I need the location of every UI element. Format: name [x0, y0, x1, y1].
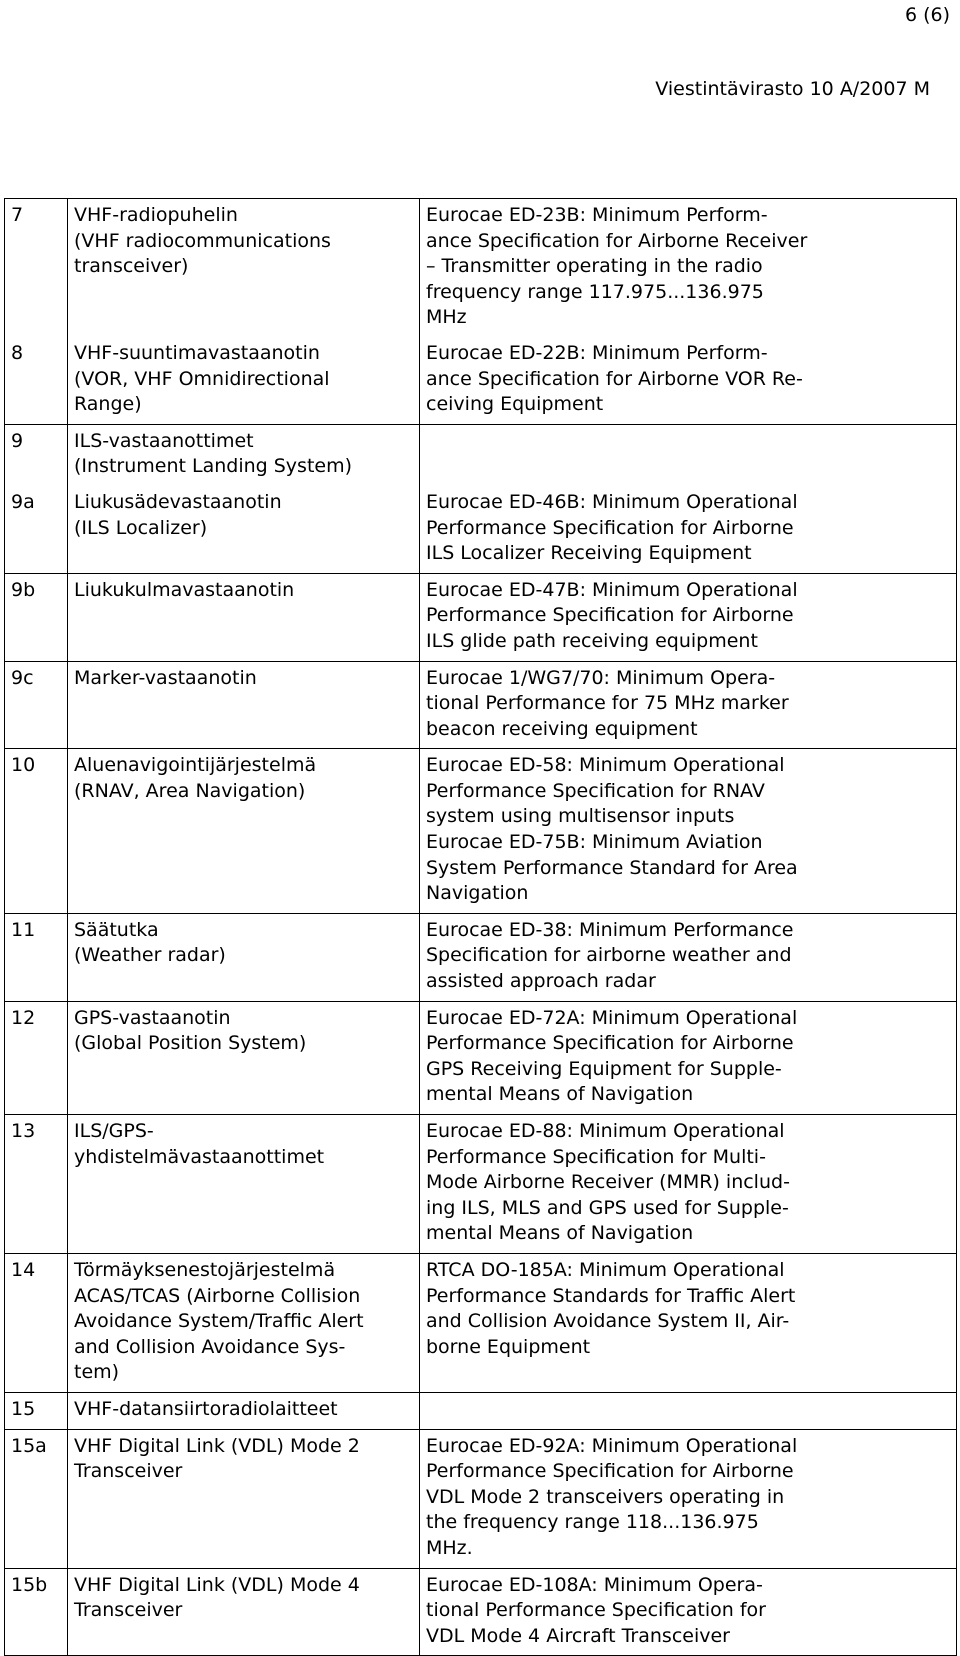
- cell-number: [5, 661, 68, 749]
- document-header: Viestintävirasto 10 A/2007 M: [655, 78, 930, 100]
- cell-specification-line: Eurocae 1/WG7/70: Minimum Opera-: [426, 666, 776, 689]
- cell-number: [5, 1429, 68, 1568]
- table-row: [5, 1115, 957, 1254]
- cell-equipment-line: Marker-vastaanotin: [74, 666, 257, 689]
- cell-specification-line: Performance Standards for Traffic Alert: [426, 1284, 796, 1307]
- cell-number: [5, 573, 68, 661]
- cell-number-line: 9: [11, 429, 24, 452]
- cell-number: [5, 424, 68, 486]
- table-row: [5, 1568, 957, 1656]
- cell-equipment-line: Avoidance System/Traffic Alert: [74, 1310, 364, 1333]
- cell-number: [5, 1001, 68, 1114]
- cell-specification: [420, 1392, 957, 1429]
- cell-number-line: 12: [11, 1006, 36, 1029]
- cell-specification: [420, 337, 957, 424]
- cell-specification: [420, 749, 957, 914]
- cell-equipment: [68, 1568, 420, 1656]
- cell-specification-line: tional Performance Specification for: [426, 1599, 766, 1622]
- cell-specification: [420, 199, 957, 337]
- cell-number-line: 7: [11, 204, 24, 226]
- cell-equipment-line: yhdistelmävastaanottimet: [74, 1145, 325, 1168]
- cell-equipment: [68, 337, 420, 424]
- cell-specification-line: Eurocae ED-92A: Minimum Operational: [426, 1434, 798, 1457]
- cell-specification-line: ILS Localizer Receiving Equipment: [426, 542, 752, 565]
- cell-specification: [420, 1001, 957, 1114]
- cell-specification-line: MHz: [426, 306, 467, 329]
- cell-equipment-line: (RNAV, Area Navigation): [74, 779, 306, 802]
- cell-number: [5, 913, 68, 1001]
- cell-equipment-line: Säätutka: [74, 918, 159, 941]
- cell-specification-line: borne Equipment: [426, 1335, 591, 1358]
- cell-equipment-line: (Instrument Landing System): [74, 455, 353, 478]
- cell-equipment-line: ILS/GPS-: [74, 1120, 154, 1142]
- cell-equipment-line: VHF-radiopuhelin: [74, 204, 238, 226]
- cell-specification: [420, 486, 957, 573]
- cell-equipment: [68, 573, 420, 661]
- table-row: [5, 199, 957, 337]
- table-row: [5, 913, 957, 1001]
- cell-number: [5, 749, 68, 914]
- cell-specification: [420, 661, 957, 749]
- cell-specification-line: Performance Specification for Airborne: [426, 604, 794, 627]
- cell-specification: [420, 1115, 957, 1254]
- cell-equipment-line: Transceiver: [74, 1599, 183, 1622]
- cell-equipment: [68, 661, 420, 749]
- cell-specification: [420, 913, 957, 1001]
- cell-specification-line: Mode Airborne Receiver (MMR) includ-: [426, 1171, 790, 1194]
- cell-specification-line: tional Performance for 75 MHz marker: [426, 692, 789, 715]
- cell-specification-line: Eurocae ED-47B: Minimum Operational: [426, 578, 798, 601]
- table-row: [5, 1001, 957, 1114]
- cell-number-line: 14: [11, 1258, 36, 1281]
- cell-specification-line: frequency range 117.975...136.975: [426, 280, 764, 303]
- cell-specification-line: ing ILS, MLS and GPS used for Supple-: [426, 1196, 789, 1219]
- cell-number-line: 10: [11, 754, 36, 777]
- cell-equipment-line: ILS-vastaanottimet: [74, 429, 254, 452]
- cell-equipment: [68, 1115, 420, 1254]
- cell-specification-line: Eurocae ED-58: Minimum Operational: [426, 754, 785, 777]
- table-row: [5, 1429, 957, 1568]
- cell-specification-line: assisted approach radar: [426, 970, 656, 993]
- table-row: [5, 1253, 957, 1392]
- cell-number-line: 15b: [11, 1573, 48, 1596]
- cell-specification-line: VDL Mode 4 Aircraft Transceiver: [426, 1624, 730, 1647]
- cell-specification-line: ceiving Equipment: [426, 393, 604, 416]
- cell-number-line: 11: [11, 918, 36, 941]
- cell-specification-line: Eurocae ED-88: Minimum Operational: [426, 1120, 785, 1142]
- cell-number: [5, 1115, 68, 1254]
- table-row: [5, 337, 957, 424]
- cell-specification-line: GPS Receiving Equipment for Supple-: [426, 1057, 782, 1080]
- cell-specification-line: mental Means of Navigation: [426, 1222, 694, 1245]
- cell-number-line: 9c: [11, 666, 34, 689]
- cell-number-line: 15a: [11, 1434, 47, 1457]
- cell-equipment-line: (Weather radar): [74, 944, 226, 967]
- cell-equipment-line: VHF-suuntimavastaanotin: [74, 341, 320, 364]
- cell-equipment-line: (Global Position System): [74, 1032, 307, 1055]
- cell-equipment-line: and Collision Avoidance Sys-: [74, 1335, 346, 1358]
- cell-equipment-line: VHF-datansiirtoradiolaitteet: [74, 1397, 338, 1420]
- table-row: [5, 486, 957, 573]
- cell-specification-line: Eurocae ED-46B: Minimum Operational: [426, 490, 798, 513]
- cell-number: [5, 486, 68, 573]
- cell-equipment: [68, 1253, 420, 1392]
- cell-equipment-line: tem): [74, 1361, 120, 1384]
- table-row: [5, 749, 957, 914]
- cell-equipment-line: Liukusädevastaanotin: [74, 490, 282, 513]
- table-row: [5, 661, 957, 749]
- cell-specification-line: System Performance Standard for Area: [426, 856, 798, 879]
- cell-number-line: 9b: [11, 578, 36, 601]
- cell-equipment-line: (VHF radiocommunications: [74, 229, 331, 252]
- cell-equipment-line: Törmäyksenestojärjestelmä: [74, 1258, 336, 1281]
- cell-specification-line: and Collision Avoidance System II, Air-: [426, 1310, 790, 1333]
- cell-equipment-line: Aluenavigointijärjestelmä: [74, 754, 317, 777]
- cell-specification-line: VDL Mode 2 transceivers operating in: [426, 1485, 785, 1508]
- cell-specification: [420, 1568, 957, 1656]
- cell-equipment: [68, 1429, 420, 1568]
- cell-number: [5, 1392, 68, 1429]
- cell-specification: [420, 1253, 957, 1392]
- cell-equipment: [68, 749, 420, 914]
- cell-specification-line: system using multisensor inputs: [426, 805, 735, 828]
- cell-equipment: [68, 913, 420, 1001]
- cell-specification: [420, 1429, 957, 1568]
- cell-number: [5, 1253, 68, 1392]
- cell-specification-line: Performance Specification for Multi-: [426, 1145, 766, 1168]
- cell-equipment: [68, 199, 420, 337]
- cell-equipment: [68, 1392, 420, 1429]
- cell-specification-line: Eurocae ED-72A: Minimum Operational: [426, 1006, 798, 1029]
- table-row: [5, 424, 957, 486]
- cell-specification-line: Performance Specification for Airborne: [426, 1460, 794, 1483]
- cell-number-line: 9a: [11, 490, 35, 513]
- cell-number-line: 8: [11, 341, 24, 364]
- cell-number: [5, 1568, 68, 1656]
- cell-number-line: 13: [11, 1120, 36, 1142]
- cell-specification-line: Specification for airborne weather and: [426, 944, 792, 967]
- cell-specification-line: ance Specification for Airborne Receiver: [426, 229, 808, 252]
- cell-specification-line: beacon receiving equipment: [426, 717, 698, 740]
- page-number: 6 (6): [904, 4, 950, 26]
- cell-equipment-line: VHF Digital Link (VDL) Mode 4: [74, 1573, 360, 1596]
- cell-specification-line: Eurocae ED-23B: Minimum Perform-: [426, 204, 768, 226]
- cell-specification-line: – Transmitter operating in the radio: [426, 255, 763, 278]
- cell-number-line: 15: [11, 1397, 36, 1420]
- cell-specification: [420, 573, 957, 661]
- cell-specification-line: Eurocae ED-108A: Minimum Opera-: [426, 1573, 763, 1596]
- cell-specification-line: mental Means of Navigation: [426, 1083, 694, 1106]
- cell-equipment-line: transceiver): [74, 255, 189, 278]
- cell-specification-line: RTCA DO-185A: Minimum Operational: [426, 1258, 785, 1281]
- cell-number: [5, 337, 68, 424]
- cell-specification-line: the frequency range 118...136.975: [426, 1511, 759, 1534]
- cell-specification-line: Eurocae ED-38: Minimum Performance: [426, 918, 794, 941]
- cell-number: [5, 199, 68, 337]
- cell-specification-line: Eurocae ED-75B: Minimum Aviation: [426, 831, 763, 854]
- cell-equipment: [68, 424, 420, 486]
- cell-specification-line: ance Specification for Airborne VOR Re-: [426, 367, 803, 390]
- cell-equipment-line: (ILS Localizer): [74, 516, 208, 539]
- table-row: [5, 1392, 957, 1429]
- cell-specification-line: Performance Specification for RNAV: [426, 779, 765, 802]
- cell-specification: [420, 424, 957, 486]
- equipment-standards-table: [4, 198, 957, 1656]
- cell-equipment-line: VHF Digital Link (VDL) Mode 2: [74, 1434, 360, 1457]
- cell-specification-line: Performance Specification for Airborne: [426, 516, 794, 539]
- cell-specification-line: ILS glide path receiving equipment: [426, 629, 758, 652]
- cell-equipment-line: Range): [74, 393, 142, 416]
- cell-equipment-line: ACAS/TCAS (Airborne Collision: [74, 1284, 361, 1307]
- cell-specification-line: MHz.: [426, 1536, 473, 1559]
- cell-specification-line: Performance Specification for Airborne: [426, 1032, 794, 1055]
- cell-equipment-line: Transceiver: [74, 1460, 183, 1483]
- cell-equipment-line: Liukukulmavastaanotin: [74, 578, 295, 601]
- cell-equipment-line: GPS-vastaanotin: [74, 1006, 231, 1029]
- cell-equipment: [68, 1001, 420, 1114]
- table-row: [5, 573, 957, 661]
- cell-specification-line: Eurocae ED-22B: Minimum Perform-: [426, 341, 768, 364]
- cell-equipment: [68, 486, 420, 573]
- cell-specification-line: Navigation: [426, 882, 529, 905]
- cell-equipment-line: (VOR, VHF Omnidirectional: [74, 367, 330, 390]
